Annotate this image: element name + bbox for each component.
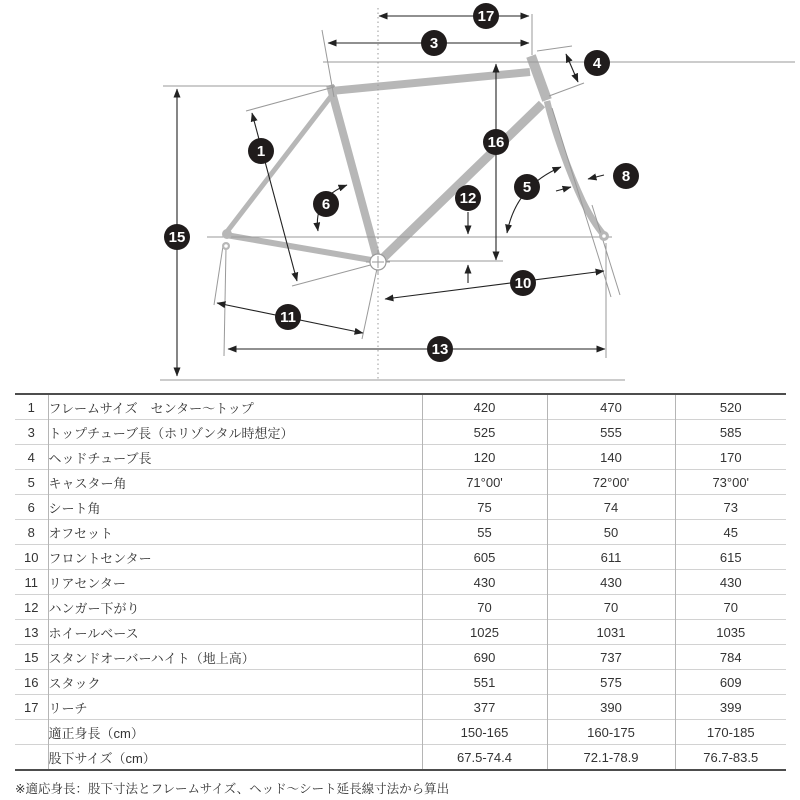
geometry-spec-table <box>15 393 786 771</box>
value-size-420: 67.5-74.4 <box>422 745 547 771</box>
row-label: ハンガー下がり <box>48 595 422 620</box>
value-size-520: 170-185 <box>675 720 786 745</box>
row-label: シート角 <box>48 495 422 520</box>
value-size-520: 73°00' <box>675 470 786 495</box>
value-size-520: 1035 <box>675 620 786 645</box>
row-label: ホイールベース <box>48 620 422 645</box>
callout-16-badge <box>483 129 509 155</box>
table-row <box>15 545 786 570</box>
row-label: ヘッドチューブ長 <box>48 445 422 470</box>
bb-rear-center-ext-line <box>362 264 378 339</box>
value-size-520: 73 <box>675 495 786 520</box>
row-number: 3 <box>15 420 48 445</box>
callout-17-badge <box>473 3 499 29</box>
callout-4-badge <box>584 50 610 76</box>
callout-3-badge <box>421 30 447 56</box>
table-row <box>15 470 786 495</box>
row-number: 1 <box>15 394 48 420</box>
row-label: スタンドオーバーハイト（地上高） <box>48 645 422 670</box>
value-size-420: 690 <box>422 645 547 670</box>
row-label: キャスター角 <box>48 470 422 495</box>
svg-text:13: 13 <box>431 341 449 358</box>
bike-frame <box>226 56 603 262</box>
value-size-420: 70 <box>422 595 547 620</box>
table-row <box>15 595 786 620</box>
value-size-470: 140 <box>547 445 675 470</box>
value-size-470: 611 <box>547 545 675 570</box>
table-row <box>15 620 786 645</box>
frame-symbols <box>222 229 609 274</box>
value-size-470: 70 <box>547 595 675 620</box>
value-size-420: 551 <box>422 670 547 695</box>
row-label: リアセンター <box>48 570 422 595</box>
dim-offset-8-right-arrow <box>588 175 604 179</box>
rear-axle-vertical-ref <box>224 248 226 356</box>
callout-11-badge <box>275 304 301 330</box>
table-row <box>15 394 786 420</box>
callout-6-badge <box>313 191 339 217</box>
value-size-420: 420 <box>422 394 547 420</box>
svg-text:11: 11 <box>280 309 296 326</box>
callout-13-badge <box>427 336 453 362</box>
row-number: 11 <box>15 570 48 595</box>
table-footnote: ※適応身長：股下寸法とフレームサイズ、ヘッド～シート延長線寸法から算出 <box>15 782 450 796</box>
value-size-520: 76.7-83.5 <box>675 745 786 771</box>
chain-stay <box>226 235 377 261</box>
row-number <box>15 720 48 745</box>
top-tube <box>331 72 530 91</box>
value-size-470: 1031 <box>547 620 675 645</box>
value-size-470: 737 <box>547 645 675 670</box>
svg-text:15: 15 <box>168 229 186 246</box>
row-number: 5 <box>15 470 48 495</box>
table-row <box>15 745 786 771</box>
row-number: 4 <box>15 445 48 470</box>
value-size-520: 430 <box>675 570 786 595</box>
row-label: スタック <box>48 670 422 695</box>
svg-text:8: 8 <box>621 168 631 185</box>
frame-geometry-diagram <box>0 0 800 393</box>
value-size-420: 377 <box>422 695 547 720</box>
row-label: リーチ <box>48 695 422 720</box>
value-size-520: 45 <box>675 520 786 545</box>
value-size-470: 555 <box>547 420 675 445</box>
row-number: 13 <box>15 620 48 645</box>
callout-1-badge <box>248 138 274 164</box>
head-tube <box>531 56 547 100</box>
row-label: フレームサイズ センター〜トップ <box>48 394 422 420</box>
value-size-420: 525 <box>422 420 547 445</box>
row-label: トップチューブ長（ホリゾンタル時想定） <box>48 420 422 445</box>
svg-text:17: 17 <box>477 8 495 25</box>
svg-text:3: 3 <box>429 35 439 52</box>
table-row <box>15 720 786 745</box>
table-row <box>15 420 786 445</box>
callout-5-badge <box>514 174 540 200</box>
value-size-470: 575 <box>547 670 675 695</box>
table-row <box>15 570 786 595</box>
value-size-420: 150-165 <box>422 720 547 745</box>
value-size-520: 520 <box>719 399 742 415</box>
table-row <box>15 495 786 520</box>
row-label: オフセット <box>48 520 422 545</box>
value-size-520: 399 <box>675 695 786 720</box>
value-size-470: 390 <box>547 695 675 720</box>
rear-dropout <box>222 229 232 239</box>
headtube-top-ext-line <box>537 46 572 51</box>
table-row <box>15 670 786 695</box>
row-number: 12 <box>15 595 48 620</box>
row-label: 適正身長（cm） <box>48 720 422 745</box>
callout-8-badge <box>613 163 639 189</box>
value-size-520: 609 <box>675 670 786 695</box>
seat-tube <box>330 85 378 262</box>
value-size-420: 71°00' <box>422 470 547 495</box>
dim-frontcenter-10 <box>385 271 604 299</box>
callout-10-badge <box>510 270 536 296</box>
rear-center-ext-line <box>214 246 223 305</box>
table-row <box>15 645 786 670</box>
svg-text:4: 4 <box>592 55 602 72</box>
value-size-470: 72°00' <box>547 470 675 495</box>
value-size-470: 470 <box>547 394 675 420</box>
bb-framesize-ext-line <box>292 263 378 286</box>
row-number: 6 <box>15 495 48 520</box>
svg-text:1: 1 <box>256 143 266 160</box>
value-size-420: 605 <box>422 545 547 570</box>
table-row <box>15 695 786 720</box>
row-number <box>15 745 48 771</box>
svg-text:5: 5 <box>522 179 532 196</box>
dim-offset-8-left-arrow <box>556 187 571 191</box>
value-size-420: 430 <box>422 570 547 595</box>
dim-headtube-4 <box>566 54 578 82</box>
value-size-520: 170 <box>675 445 786 470</box>
table-row <box>15 520 786 545</box>
geometry-svg <box>0 0 800 393</box>
value-size-420: 55 <box>422 520 547 545</box>
row-number: 16 <box>15 670 48 695</box>
svg-text:16: 16 <box>487 134 505 151</box>
value-size-470: 160-175 <box>547 720 675 745</box>
row-label: フロントセンター <box>48 545 422 570</box>
steering-axis-line <box>552 108 611 297</box>
callout-15-badge <box>164 224 190 250</box>
value-size-520: 70 <box>675 595 786 620</box>
value-size-470: 72.1-78.9 <box>547 745 675 771</box>
svg-text:12: 12 <box>459 190 477 207</box>
svg-text:10: 10 <box>514 275 532 292</box>
value-size-520: 615 <box>675 545 786 570</box>
svg-text:6: 6 <box>321 196 331 213</box>
row-label: 股下サイズ（cm） <box>48 745 422 771</box>
value-size-420: 75 <box>422 495 547 520</box>
value-size-470: 50 <box>547 520 675 545</box>
row-number: 8 <box>15 520 48 545</box>
value-size-420: 1025 <box>422 620 547 645</box>
row-number: 10 <box>15 545 48 570</box>
value-size-520: 585 <box>675 420 786 445</box>
value-size-520: 784 <box>675 645 786 670</box>
callout-12-badge <box>455 185 481 211</box>
row-number: 15 <box>15 645 48 670</box>
value-size-470: 430 <box>547 570 675 595</box>
row-number: 17 <box>15 695 48 720</box>
headtube-bottom-ext-line <box>549 83 584 96</box>
table-row <box>15 445 786 470</box>
value-size-420: 120 <box>422 445 547 470</box>
value-size-470: 74 <box>547 495 675 520</box>
